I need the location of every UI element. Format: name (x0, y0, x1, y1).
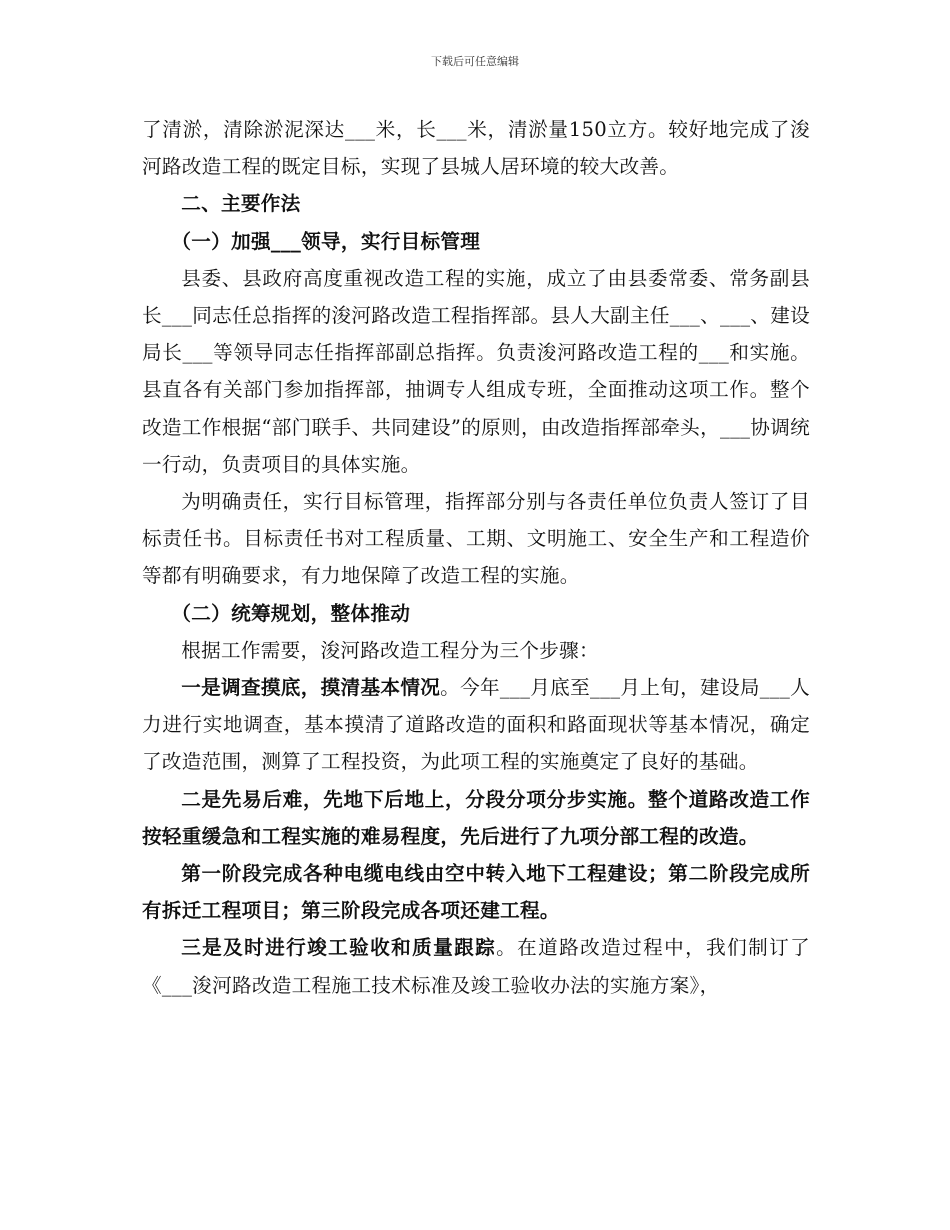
paragraph-responsibility: 为明确责任，实行目标管理，指挥部分别与各责任单位负责人签订了目标责任书。目标责任书对工程质量、工期、文明施工、安全生产和工程造价等都有明确要求，有力地保障了改造工程的实施。 (142, 490, 810, 588)
paragraph-step-three (142, 929, 810, 1003)
paragraph-step-one (142, 669, 810, 781)
document-body (142, 111, 810, 1004)
step-one-title: 一是调查摸底，摸清基本情况 (181, 676, 441, 700)
subheading-planning: （二）统筹规划，整体推动 (171, 601, 411, 625)
page-header: 下载后可任意编辑 (431, 55, 519, 68)
paragraph-step-two: 二是先易后难，先地下后地上，分段分项分步实施。整个道路改造工作按轻重缓急和工程实施的难易程度，先后进行了九项分部工程的改造。 (142, 787, 810, 848)
paragraph-intro: 了清淤，清除淤泥深达___米，长___米，清淤量150立方。较好地完成了浚河路改造工程的既定目标，实现了县城人居环境的较大改善。 (142, 118, 810, 179)
subheading-leadership: （一）加强___领导，实行目标管理 (171, 229, 481, 253)
paragraph-leadership: 县委、县政府高度重视改造工程的实施，成立了由县委常委、常务副县长___同志任总指挥的浚河路改造工程指挥部。县人大副主任___、___、建设局长___等领导同志任指挥部副总指挥。负责浚河路改造工程的___和实施。县直各有关部门参加指挥部，抽调专人组成专班，全面推动这项工作。整个改造工作根据“部门联手、共同建设”的原则，由改造指挥部牵头，___协调统一行动，负责项目的具体实施。 (142, 266, 810, 476)
step-three-text: 。在道路改造过程中，我们制订了《___浚河路改造工程施工技术标准及竣工验收办法的实施方案》， (142, 936, 811, 997)
paragraph-three-steps: 根据工作需要，浚河路改造工程分为三个步骤： (181, 638, 599, 662)
step-one-text: 。今年___月底至___月上旬，建设局___人力进行实地调查，基本摸清了道路改造的面积和路面现状等基本情况，确定了改造范围，测算了工程投资，为此项工程的实施奠定了良好的基础。 (142, 676, 810, 774)
section-heading-main-practices: 二、主要作法 (181, 192, 301, 216)
step-three-title: 三是及时进行竣工验收和质量跟踪 (181, 936, 497, 960)
paragraph-phases: 第一阶段完成各种电缆电线由空中转入地下工程建设；第二阶段完成所有拆迁工程项目；第三阶段完成各项还建工程。 (142, 862, 810, 923)
